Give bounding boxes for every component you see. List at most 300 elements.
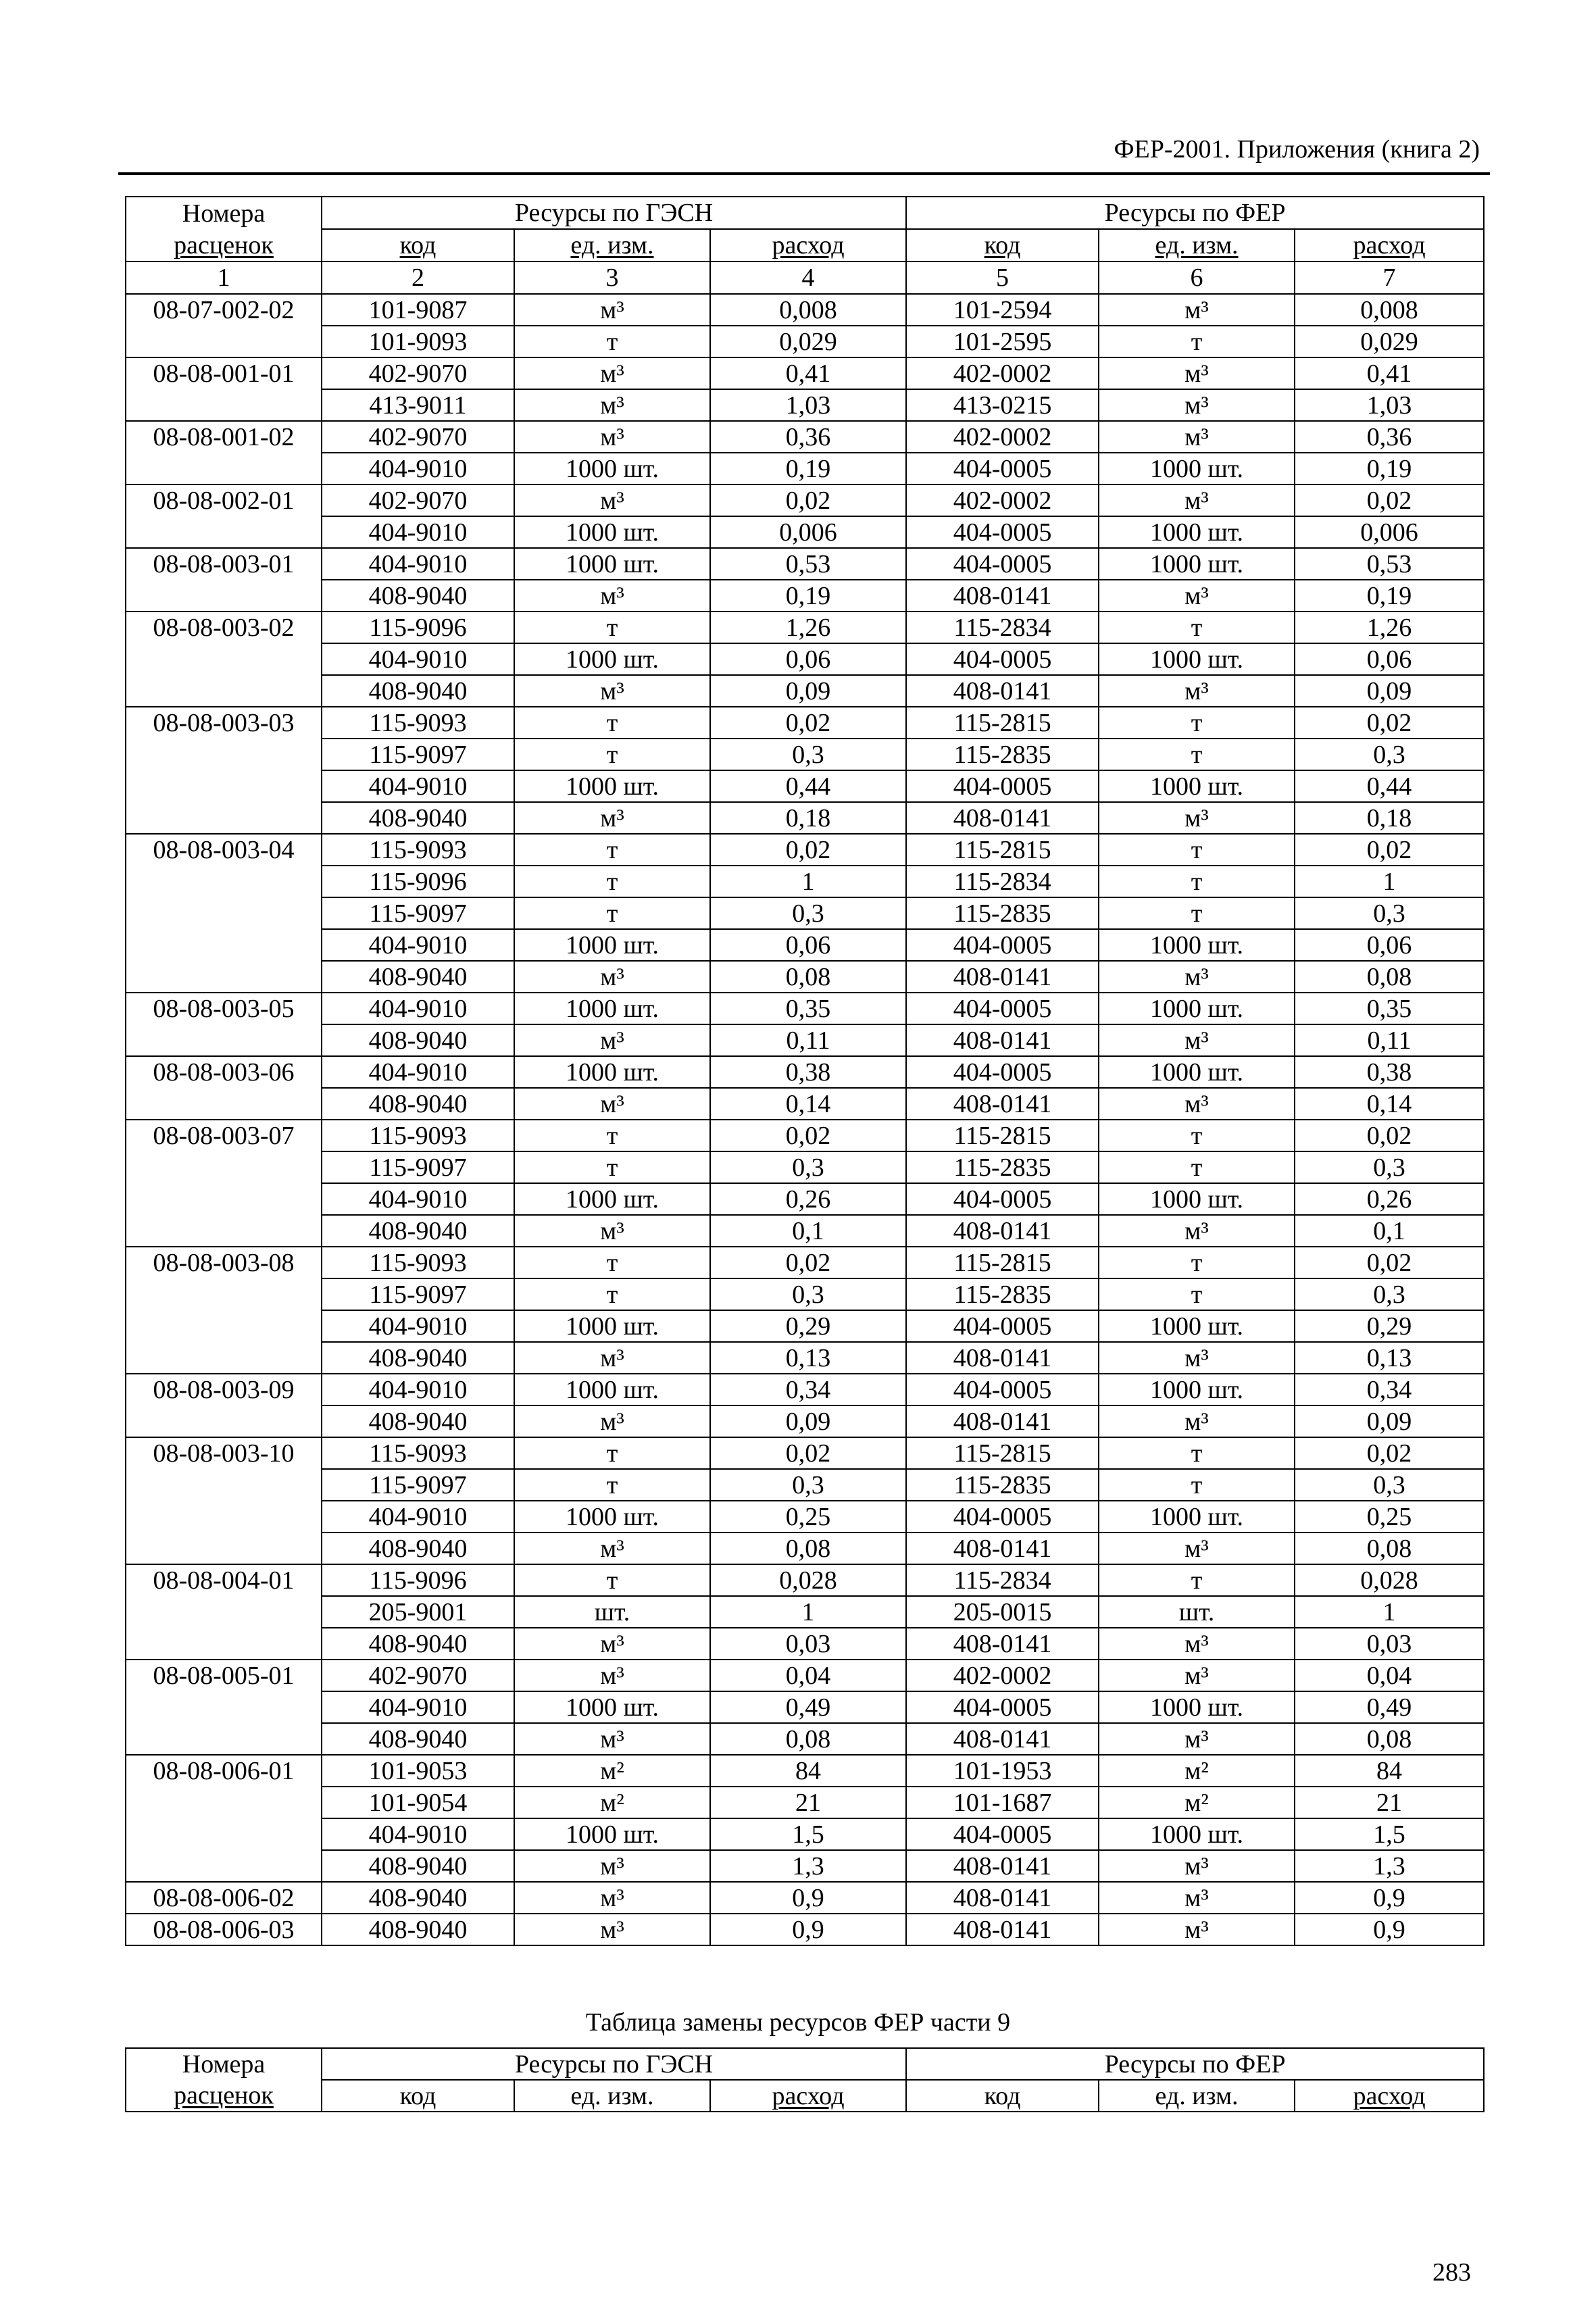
header-rate-numbers-top: Номера — [126, 2048, 322, 2080]
gesn-code-cell: 115-9093 — [322, 834, 514, 866]
fer-unit-cell: м³ — [1099, 389, 1295, 421]
gesn-unit-cell: м³ — [514, 1215, 710, 1247]
gesn-amount-cell: 1,03 — [710, 389, 906, 421]
fer-amount-cell: 0,06 — [1295, 929, 1484, 961]
fer-amount-cell: 0,19 — [1295, 580, 1484, 612]
header-group-gesn: Ресурсы по ГЭСН — [322, 2048, 906, 2080]
fer-amount-cell: 0,028 — [1295, 1564, 1484, 1596]
fer-unit-cell: т — [1099, 612, 1295, 643]
gesn-amount-cell: 0,02 — [710, 1120, 906, 1151]
fer-amount-cell: 0,14 — [1295, 1088, 1484, 1120]
gesn-code-cell: 404-9010 — [322, 1310, 514, 1342]
table-row — [126, 516, 1484, 548]
gesn-unit-cell: т — [514, 739, 710, 770]
gesn-unit-cell: т — [514, 1120, 710, 1151]
gesn-amount-cell: 0,09 — [710, 675, 906, 707]
fer-amount-cell: 0,09 — [1295, 1405, 1484, 1437]
gesn-code-cell: 115-9097 — [322, 1278, 514, 1310]
gesn-code-cell: 404-9010 — [322, 643, 514, 675]
gesn-amount-cell: 0,9 — [710, 1882, 906, 1914]
header-group-fer: Ресурсы по ФЕР — [906, 197, 1484, 229]
table-caption: Таблица замены ресурсов ФЕР части 9 — [585, 2008, 1011, 2037]
gesn-unit-cell: м³ — [514, 1723, 710, 1755]
header-row-subcolumns — [126, 2080, 1484, 2112]
fer-amount-cell: 0,08 — [1295, 961, 1484, 993]
fer-amount-cell: 1,26 — [1295, 612, 1484, 643]
fer-code-cell: 101-2595 — [906, 326, 1099, 357]
header-gesn-unit: ед. изм. — [514, 2080, 710, 2112]
fer-unit-cell: т — [1099, 1278, 1295, 1310]
fer-unit-cell: 1000 шт. — [1099, 453, 1295, 484]
fer-unit-cell: 1000 шт. — [1099, 1183, 1295, 1215]
fer-code-cell: 402-0002 — [906, 421, 1099, 453]
fer-code-cell: 408-0141 — [906, 1215, 1099, 1247]
fer-unit-cell: шт. — [1099, 1596, 1295, 1628]
fer-amount-cell: 0,08 — [1295, 1533, 1484, 1564]
fer-code-cell: 404-0005 — [906, 993, 1099, 1024]
table-row — [126, 294, 1484, 326]
table-row — [126, 1628, 1484, 1660]
gesn-unit-cell: м³ — [514, 1024, 710, 1056]
fer-code-cell: 404-0005 — [906, 516, 1099, 548]
gesn-amount-cell: 0,008 — [710, 294, 906, 326]
fer-unit-cell: 1000 шт. — [1099, 770, 1295, 802]
rate-number-cell — [126, 866, 322, 897]
gesn-unit-cell: 1000 шт. — [514, 1183, 710, 1215]
gesn-code-cell: 115-9096 — [322, 866, 514, 897]
gesn-code-cell: 101-9093 — [322, 326, 514, 357]
table-row — [126, 1469, 1484, 1501]
gesn-amount-cell: 0,02 — [710, 484, 906, 516]
fer-amount-cell: 0,03 — [1295, 1628, 1484, 1660]
fer-code-cell: 408-0141 — [906, 1914, 1099, 1945]
fer-amount-cell: 0,35 — [1295, 993, 1484, 1024]
rate-number-cell — [126, 1469, 322, 1501]
fer-amount-cell: 0,38 — [1295, 1056, 1484, 1088]
gesn-code-cell: 101-9087 — [322, 294, 514, 326]
table-row — [126, 1437, 1484, 1469]
fer-amount-cell: 0,04 — [1295, 1660, 1484, 1691]
fer-code-cell: 408-0141 — [906, 675, 1099, 707]
gesn-amount-cell: 0,3 — [710, 739, 906, 770]
fer-code-cell: 408-0141 — [906, 1533, 1099, 1564]
gesn-amount-cell: 0,38 — [710, 1056, 906, 1088]
gesn-code-cell: 408-9040 — [322, 1088, 514, 1120]
gesn-unit-cell: т — [514, 326, 710, 357]
gesn-unit-cell: т — [514, 1151, 710, 1183]
fer-amount-cell: 0,08 — [1295, 1723, 1484, 1755]
fer-amount-cell: 0,09 — [1295, 675, 1484, 707]
gesn-unit-cell: м³ — [514, 1850, 710, 1882]
rate-number-cell — [126, 739, 322, 770]
gesn-code-cell: 402-9070 — [322, 357, 514, 389]
gesn-code-cell: 404-9010 — [322, 1056, 514, 1088]
fer-unit-cell: т — [1099, 739, 1295, 770]
gesn-unit-cell: т — [514, 897, 710, 929]
header-fer-code: код — [906, 2080, 1099, 2112]
fer-amount-cell: 0,1 — [1295, 1215, 1484, 1247]
table-row — [126, 1342, 1484, 1374]
fer-unit-cell: т — [1099, 1469, 1295, 1501]
rate-number-cell — [126, 1088, 322, 1120]
gesn-unit-cell: м³ — [514, 389, 710, 421]
fer-unit-cell: 1000 шт. — [1099, 993, 1295, 1024]
gesn-code-cell: 408-9040 — [322, 1914, 514, 1945]
rate-number-cell — [126, 1628, 322, 1660]
fer-amount-cell: 0,3 — [1295, 1151, 1484, 1183]
rate-number-cell: 08-08-005-01 — [126, 1660, 322, 1691]
fer-code-cell: 402-0002 — [906, 1660, 1099, 1691]
rate-number-cell — [126, 929, 322, 961]
fer-unit-cell: м³ — [1099, 357, 1295, 389]
rate-number-cell: 08-08-003-07 — [126, 1120, 322, 1151]
table-row — [126, 484, 1484, 516]
gesn-unit-cell: м³ — [514, 1628, 710, 1660]
fer-unit-cell: 1000 шт. — [1099, 516, 1295, 548]
gesn-amount-cell: 0,35 — [710, 993, 906, 1024]
gesn-code-cell: 408-9040 — [322, 802, 514, 834]
gesn-code-cell: 115-9093 — [322, 1247, 514, 1278]
gesn-unit-cell: т — [514, 866, 710, 897]
table-row — [126, 707, 1484, 739]
fer-code-cell: 404-0005 — [906, 770, 1099, 802]
table-row — [126, 1787, 1484, 1818]
fer-amount-cell: 0,44 — [1295, 770, 1484, 802]
gesn-amount-cell: 0,34 — [710, 1374, 906, 1405]
fer-unit-cell: м³ — [1099, 580, 1295, 612]
gesn-unit-cell: 1000 шт. — [514, 1691, 710, 1723]
gesn-unit-cell: м³ — [514, 802, 710, 834]
fer-code-cell: 404-0005 — [906, 643, 1099, 675]
fer-unit-cell: т — [1099, 707, 1295, 739]
table-row — [126, 1183, 1484, 1215]
fer-unit-cell: м³ — [1099, 1088, 1295, 1120]
fer-code-cell: 408-0141 — [906, 1882, 1099, 1914]
table-row — [126, 453, 1484, 484]
fer-amount-cell: 0,41 — [1295, 357, 1484, 389]
table-row — [126, 421, 1484, 453]
fer-code-cell: 115-2835 — [906, 739, 1099, 770]
table-row — [126, 1247, 1484, 1278]
rate-number-cell — [126, 1818, 322, 1850]
rate-number-cell: 08-08-003-10 — [126, 1437, 322, 1469]
fer-code-cell: 115-2834 — [906, 1564, 1099, 1596]
gesn-unit-cell: м³ — [514, 1405, 710, 1437]
gesn-amount-cell: 1,26 — [710, 612, 906, 643]
fer-code-cell: 408-0141 — [906, 1628, 1099, 1660]
fer-amount-cell: 0,25 — [1295, 1501, 1484, 1533]
gesn-code-cell: 408-9040 — [322, 580, 514, 612]
fer-unit-cell: т — [1099, 1151, 1295, 1183]
fer-unit-cell: м³ — [1099, 421, 1295, 453]
fer-code-cell: 404-0005 — [906, 929, 1099, 961]
fer-code-cell: 404-0005 — [906, 1501, 1099, 1533]
gesn-code-cell: 115-9096 — [322, 612, 514, 643]
fer-unit-cell: м³ — [1099, 802, 1295, 834]
gesn-code-cell: 404-9010 — [322, 453, 514, 484]
gesn-unit-cell: 1000 шт. — [514, 643, 710, 675]
table-row — [126, 1596, 1484, 1628]
gesn-unit-cell: шт. — [514, 1596, 710, 1628]
rate-number-cell — [126, 1310, 322, 1342]
table-row — [126, 834, 1484, 866]
rate-number-cell: 08-08-003-06 — [126, 1056, 322, 1088]
fer-amount-cell: 0,02 — [1295, 1247, 1484, 1278]
fer-code-cell: 115-2815 — [906, 1437, 1099, 1469]
rate-number-cell: 08-08-003-02 — [126, 612, 322, 643]
fer-unit-cell: т — [1099, 897, 1295, 929]
gesn-unit-cell: 1000 шт. — [514, 770, 710, 802]
fer-code-cell: 408-0141 — [906, 1342, 1099, 1374]
gesn-amount-cell: 0,028 — [710, 1564, 906, 1596]
gesn-unit-cell: м² — [514, 1755, 710, 1787]
rate-number-cell — [126, 1533, 322, 1564]
gesn-code-cell: 115-9093 — [322, 1120, 514, 1151]
gesn-unit-cell: 1000 шт. — [514, 1501, 710, 1533]
gesn-code-cell: 101-9053 — [322, 1755, 514, 1787]
gesn-amount-cell: 0,25 — [710, 1501, 906, 1533]
gesn-code-cell: 404-9010 — [322, 1691, 514, 1723]
gesn-amount-cell: 0,29 — [710, 1310, 906, 1342]
gesn-amount-cell: 0,1 — [710, 1215, 906, 1247]
gesn-code-cell: 402-9070 — [322, 421, 514, 453]
gesn-unit-cell: т — [514, 707, 710, 739]
rate-number-cell — [126, 1850, 322, 1882]
table-row — [126, 326, 1484, 357]
rate-number-cell: 08-07-002-02 — [126, 294, 322, 326]
table-row — [126, 643, 1484, 675]
header-rate-numbers-bottom: расценок — [126, 2080, 322, 2112]
rate-number-cell — [126, 1405, 322, 1437]
fer-amount-cell: 0,3 — [1295, 739, 1484, 770]
gesn-unit-cell: т — [514, 1469, 710, 1501]
gesn-amount-cell: 0,44 — [710, 770, 906, 802]
gesn-amount-cell: 0,006 — [710, 516, 906, 548]
rate-number-cell: 08-08-001-01 — [126, 357, 322, 389]
gesn-unit-cell: м³ — [514, 675, 710, 707]
gesn-amount-cell: 0,26 — [710, 1183, 906, 1215]
rate-number-cell — [126, 1691, 322, 1723]
table-row — [126, 389, 1484, 421]
gesn-code-cell: 404-9010 — [322, 993, 514, 1024]
fer-amount-cell: 0,02 — [1295, 1437, 1484, 1469]
header-gesn-amount: расход — [710, 2080, 906, 2112]
fer-amount-cell: 0,49 — [1295, 1691, 1484, 1723]
page-number: 283 — [1432, 2258, 1471, 2287]
rate-number-cell — [126, 326, 322, 357]
gesn-amount-cell: 84 — [710, 1755, 906, 1787]
rate-number-cell — [126, 580, 322, 612]
header-gesn-amount: расход — [710, 229, 906, 262]
gesn-amount-cell: 0,3 — [710, 897, 906, 929]
table-row — [126, 1215, 1484, 1247]
rate-number-cell — [126, 1342, 322, 1374]
rate-number-cell — [126, 1787, 322, 1818]
gesn-code-cell: 404-9010 — [322, 1501, 514, 1533]
gesn-unit-cell: м³ — [514, 357, 710, 389]
table-row — [126, 1755, 1484, 1787]
rate-number-cell: 08-08-006-01 — [126, 1755, 322, 1787]
fer-code-cell: 115-2835 — [906, 1278, 1099, 1310]
fer-unit-cell: 1000 шт. — [1099, 1310, 1295, 1342]
fer-amount-cell: 0,29 — [1295, 1310, 1484, 1342]
rate-number-cell — [126, 643, 322, 675]
gesn-code-cell: 115-9097 — [322, 1469, 514, 1501]
table-row — [126, 1691, 1484, 1723]
gesn-code-cell: 408-9040 — [322, 1850, 514, 1882]
gesn-code-cell: 408-9040 — [322, 1405, 514, 1437]
rate-number-cell: 08-08-003-05 — [126, 993, 322, 1024]
header-rate-numbers-bottom: расценок — [126, 229, 322, 262]
gesn-code-cell: 408-9040 — [322, 961, 514, 993]
gesn-unit-cell: 1000 шт. — [514, 1056, 710, 1088]
table-row — [126, 1278, 1484, 1310]
header-row-groups — [126, 2048, 1484, 2080]
fer-amount-cell: 0,006 — [1295, 516, 1484, 548]
table-row — [126, 1310, 1484, 1342]
header-fer-amount: расход — [1295, 2080, 1484, 2112]
fer-code-cell: 404-0005 — [906, 1310, 1099, 1342]
fer-code-cell: 404-0005 — [906, 1691, 1099, 1723]
fer-code-cell: 408-0141 — [906, 1850, 1099, 1882]
column-number: 7 — [1295, 262, 1484, 294]
gesn-code-cell: 115-9093 — [322, 1437, 514, 1469]
fer-code-cell: 115-2815 — [906, 707, 1099, 739]
fer-code-cell: 115-2815 — [906, 1247, 1099, 1278]
fer-code-cell: 404-0005 — [906, 548, 1099, 580]
rate-number-cell: 08-08-003-08 — [126, 1247, 322, 1278]
gesn-unit-cell: т — [514, 1437, 710, 1469]
fer-unit-cell: т — [1099, 834, 1295, 866]
rate-number-cell: 08-08-001-02 — [126, 421, 322, 453]
fer-code-cell: 413-0215 — [906, 389, 1099, 421]
table-row — [126, 1405, 1484, 1437]
rate-number-cell — [126, 453, 322, 484]
header-fer-code: код — [906, 229, 1099, 262]
gesn-amount-cell: 0,06 — [710, 643, 906, 675]
gesn-amount-cell: 0,11 — [710, 1024, 906, 1056]
gesn-code-cell: 404-9010 — [322, 929, 514, 961]
rate-number-cell: 08-08-002-01 — [126, 484, 322, 516]
gesn-amount-cell: 1 — [710, 1596, 906, 1628]
rate-number-cell: 08-08-003-03 — [126, 707, 322, 739]
table-row — [126, 1120, 1484, 1151]
rate-number-cell — [126, 389, 322, 421]
gesn-unit-cell: 1000 шт. — [514, 1310, 710, 1342]
gesn-amount-cell: 0,02 — [710, 834, 906, 866]
table-row — [126, 897, 1484, 929]
fer-amount-cell: 0,53 — [1295, 548, 1484, 580]
gesn-unit-cell: т — [514, 1278, 710, 1310]
gesn-amount-cell: 1,5 — [710, 1818, 906, 1850]
gesn-code-cell: 404-9010 — [322, 1183, 514, 1215]
gesn-amount-cell: 0,02 — [710, 707, 906, 739]
fer-amount-cell: 1,03 — [1295, 389, 1484, 421]
gesn-amount-cell: 0,19 — [710, 580, 906, 612]
gesn-amount-cell: 0,36 — [710, 421, 906, 453]
fer-code-cell: 101-1953 — [906, 1755, 1099, 1787]
gesn-amount-cell: 0,04 — [710, 1660, 906, 1691]
gesn-amount-cell: 0,08 — [710, 1723, 906, 1755]
rate-number-cell: 08-08-004-01 — [126, 1564, 322, 1596]
fer-code-cell: 404-0005 — [906, 1056, 1099, 1088]
fer-code-cell: 408-0141 — [906, 961, 1099, 993]
fer-amount-cell: 1,3 — [1295, 1850, 1484, 1882]
fer-code-cell: 101-1687 — [906, 1787, 1099, 1818]
fer-code-cell: 205-0015 — [906, 1596, 1099, 1628]
gesn-unit-cell: м³ — [514, 1882, 710, 1914]
table-row — [126, 1501, 1484, 1533]
rate-number-cell — [126, 1151, 322, 1183]
fer-amount-cell: 0,3 — [1295, 897, 1484, 929]
gesn-amount-cell: 0,53 — [710, 548, 906, 580]
rate-number-cell — [126, 770, 322, 802]
gesn-unit-cell: т — [514, 1564, 710, 1596]
table-row — [126, 1374, 1484, 1405]
fer-amount-cell: 0,02 — [1295, 834, 1484, 866]
column-number: 3 — [514, 262, 710, 294]
gesn-amount-cell: 1,3 — [710, 1850, 906, 1882]
fer-amount-cell: 0,34 — [1295, 1374, 1484, 1405]
gesn-amount-cell: 1 — [710, 866, 906, 897]
fer-amount-cell: 0,02 — [1295, 484, 1484, 516]
gesn-code-cell: 205-9001 — [322, 1596, 514, 1628]
table-row — [126, 1723, 1484, 1755]
gesn-code-cell: 402-9070 — [322, 484, 514, 516]
fer-amount-cell: 0,06 — [1295, 643, 1484, 675]
fer-amount-cell: 0,18 — [1295, 802, 1484, 834]
fer-amount-cell: 0,11 — [1295, 1024, 1484, 1056]
column-number: 5 — [906, 262, 1099, 294]
gesn-amount-cell: 0,02 — [710, 1437, 906, 1469]
table-row — [126, 993, 1484, 1024]
gesn-code-cell: 408-9040 — [322, 675, 514, 707]
table-row — [126, 1088, 1484, 1120]
fer-amount-cell: 0,26 — [1295, 1183, 1484, 1215]
fer-unit-cell: м³ — [1099, 1850, 1295, 1882]
resource-replacement-table — [125, 196, 1485, 1946]
fer-amount-cell: 0,3 — [1295, 1469, 1484, 1501]
gesn-code-cell: 408-9040 — [322, 1342, 514, 1374]
gesn-code-cell: 115-9093 — [322, 707, 514, 739]
table-row — [126, 1533, 1484, 1564]
gesn-code-cell: 404-9010 — [322, 1818, 514, 1850]
header-rule — [118, 172, 1490, 175]
gesn-code-cell: 115-9097 — [322, 897, 514, 929]
gesn-unit-cell: 1000 шт. — [514, 993, 710, 1024]
fer-unit-cell: м² — [1099, 1755, 1295, 1787]
gesn-amount-cell: 21 — [710, 1787, 906, 1818]
gesn-amount-cell: 0,3 — [710, 1151, 906, 1183]
gesn-unit-cell: м³ — [514, 294, 710, 326]
fer-unit-cell: т — [1099, 326, 1295, 357]
gesn-unit-cell: м³ — [514, 961, 710, 993]
fer-code-cell: 408-0141 — [906, 1024, 1099, 1056]
gesn-unit-cell: м³ — [514, 484, 710, 516]
gesn-amount-cell: 0,49 — [710, 1691, 906, 1723]
fer-amount-cell: 1 — [1295, 866, 1484, 897]
rate-number-cell — [126, 1183, 322, 1215]
fer-unit-cell: 1000 шт. — [1099, 643, 1295, 675]
column-number: 4 — [710, 262, 906, 294]
fer-unit-cell: м³ — [1099, 1215, 1295, 1247]
table-row — [126, 1151, 1484, 1183]
header-row-subcolumns — [126, 229, 1484, 262]
column-number: 2 — [322, 262, 514, 294]
gesn-unit-cell: м³ — [514, 1533, 710, 1564]
table-row — [126, 1914, 1484, 1945]
fer-unit-cell: 1000 шт. — [1099, 1374, 1295, 1405]
